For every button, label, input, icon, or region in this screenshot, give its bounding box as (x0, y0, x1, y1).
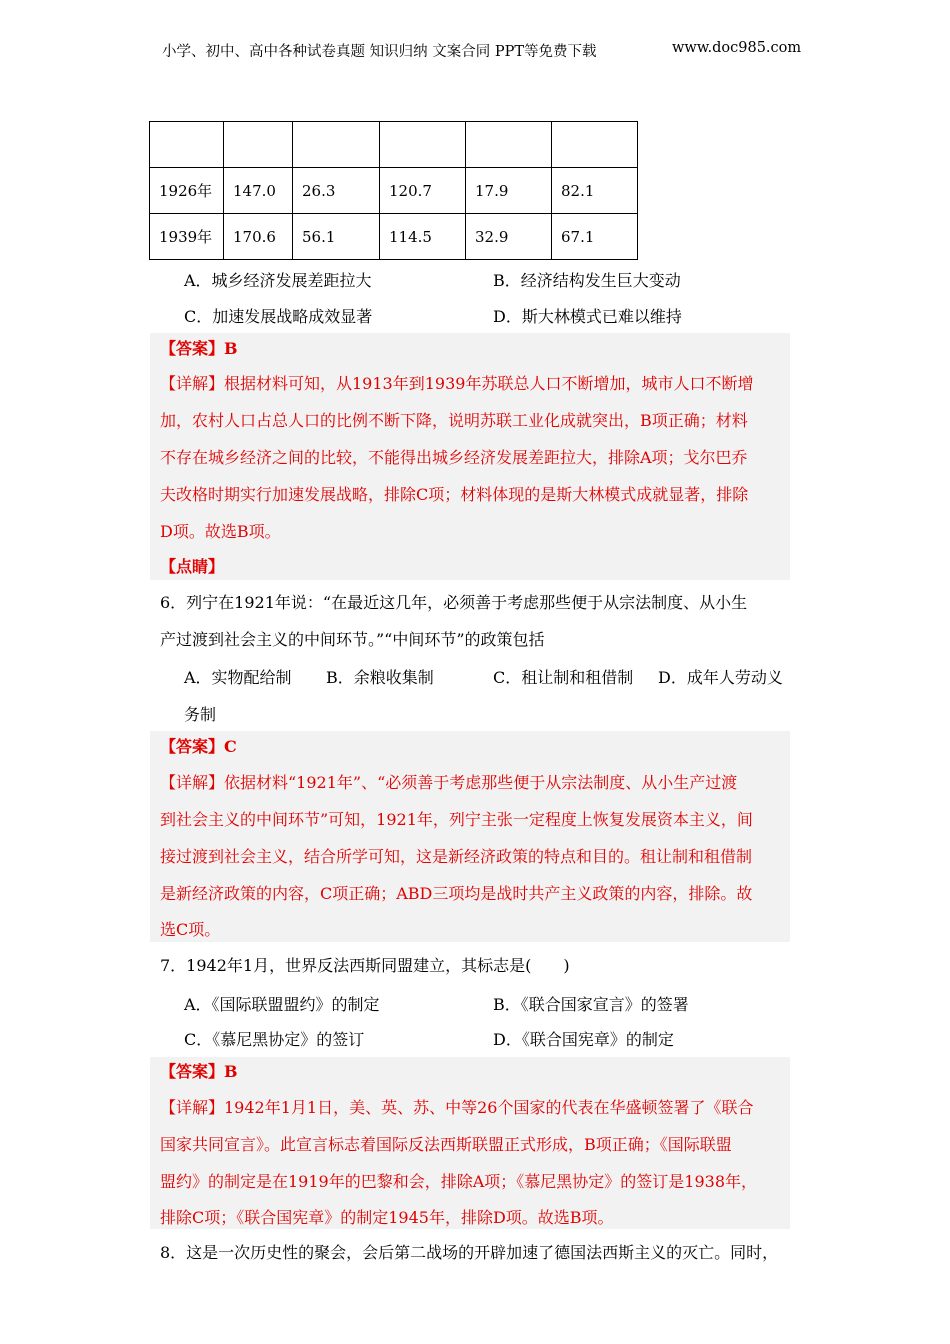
table-cell: 56.1 (293, 214, 380, 260)
table-cell: 1939年 (150, 214, 224, 260)
q6-detail-line: 是新经济政策的内容，C项正确；ABD三项均是战时共产主义政策的内容，排除。故 (160, 884, 753, 903)
q6-detail-line: 到社会主义的中间环节”可知，1921年，列宁主张一定程度上恢复发展资本主义，间 (160, 810, 753, 829)
q5-option-c: C．加速发展战略成效显著 (184, 307, 373, 326)
q6-detail-line: 接过渡到社会主义，结合所学可知，这是新经济政策的特点和目的。租让制和租借制 (160, 847, 753, 866)
table-cell: 120.7 (380, 168, 466, 214)
q7-option-b: B．《联合国家宣言》的签署 (493, 995, 689, 1014)
header-text: 小学、初中、高中各种试卷真题 知识归纳 文案合同 PPT等免费下载 (162, 44, 597, 60)
q7-detail-line: 排除C项；《联合国宪章》的制定1945年，排除D项。故选B项。 (160, 1208, 614, 1227)
q7-option-d: D．《联合国宪章》的制定 (493, 1030, 674, 1049)
table-cell (466, 122, 552, 168)
table-cell: 32.9 (466, 214, 552, 260)
q6-option-a: A．实物配给制 (184, 668, 292, 687)
q5-answer-box (150, 333, 790, 580)
table-header-row (150, 122, 638, 168)
q6-stem-line: 产过渡到社会主义的中间环节。”“中间环节”的政策包括 (160, 630, 545, 649)
q7-answer-box (150, 1057, 790, 1229)
q5-note: 【点睛】 (160, 557, 225, 576)
q5-option-a: A．城乡经济发展差距拉大 (184, 271, 372, 290)
table-cell: 147.0 (224, 168, 293, 214)
table-cell: 114.5 (380, 214, 466, 260)
table-cell: 1926年 (150, 168, 224, 214)
q7-stem: 7．1942年1月，世界反法西斯同盟建立，其标志是( ) (160, 956, 570, 975)
q5-answer: 【答案】B (160, 339, 238, 358)
q7-detail-line: 国家共同宣言》。此宣言标志着国际反法西斯联盟正式形成，B项正确；《国际联盟 (160, 1135, 732, 1154)
table-cell: 17.9 (466, 168, 552, 214)
q6-option-d-continued: 务制 (184, 705, 217, 724)
q6-option-d: D．成年人劳动义 (658, 668, 783, 687)
header-site: www.doc985.com (672, 40, 802, 56)
q7-detail-line: 【详解】1942年1月1日，美、英、苏、中等26个国家的代表在华盛顿签署了《联合 (160, 1098, 754, 1117)
table-row (150, 214, 638, 260)
data-table (149, 121, 638, 260)
table-cell (380, 122, 466, 168)
table-cell: 170.6 (224, 214, 293, 260)
q5-detail-line: 【详解】根据材料可知，从1913年到1939年苏联总人口不断增加，城市人口不断增 (160, 374, 754, 393)
q6-detail-line: 【详解】依据材料“1921年”、“必须善于考虑那些便于从宗法制度、从小生产过渡 (160, 773, 738, 792)
table-cell: 67.1 (552, 214, 638, 260)
q6-stem-line: 6．列宁在1921年说：“在最近这几年，必须善于考虑那些便于从宗法制度、从小生 (160, 593, 748, 612)
q5-option-d: D．斯大林模式已难以维持 (493, 307, 682, 326)
page-header (162, 40, 802, 61)
table-cell (150, 122, 224, 168)
q7-answer: 【答案】B (160, 1062, 238, 1081)
table-cell (293, 122, 380, 168)
table-row (150, 168, 638, 214)
q5-detail-line: D项。故选B项。 (160, 522, 281, 541)
table-cell: 82.1 (552, 168, 638, 214)
table-cell (224, 122, 293, 168)
q5-detail-line: 夫改格时期实行加速发展战略，排除C项；材料体现的是斯大林模式成就显著，排除 (160, 485, 749, 504)
q5-option-b: B．经济结构发生巨大变动 (493, 271, 681, 290)
q6-option-c: C．租让制和租借制 (493, 668, 634, 687)
q5-detail-line: 加，农村人口占总人口的比例不断下降，说明苏联工业化成就突出，B项正确；材料 (160, 411, 748, 430)
q6-option-b: B．余粮收集制 (326, 668, 434, 687)
table-cell: 26.3 (293, 168, 380, 214)
q6-answer: 【答案】C (160, 737, 237, 756)
q6-answer-box (150, 731, 790, 942)
q5-detail-line: 不存在城乡经济之间的比较，不能得出城乡经济发展差距拉大，排除A项；戈尔巴乔 (160, 448, 748, 467)
q8-stem: 8．这是一次历史性的聚会，会后第二战场的开辟加速了德国法西斯主义的灭亡。同时， (160, 1243, 779, 1262)
table-cell (552, 122, 638, 168)
q7-option-a: A．《国际联盟盟约》的制定 (184, 995, 380, 1014)
q7-detail-line: 盟约》的制定是在1919年的巴黎和会，排除A项；《慕尼黑协定》的签订是1938年， (160, 1172, 757, 1191)
q7-option-c: C．《慕尼黑协定》的签订 (184, 1030, 365, 1049)
q6-detail-line: 选C项。 (160, 920, 221, 939)
